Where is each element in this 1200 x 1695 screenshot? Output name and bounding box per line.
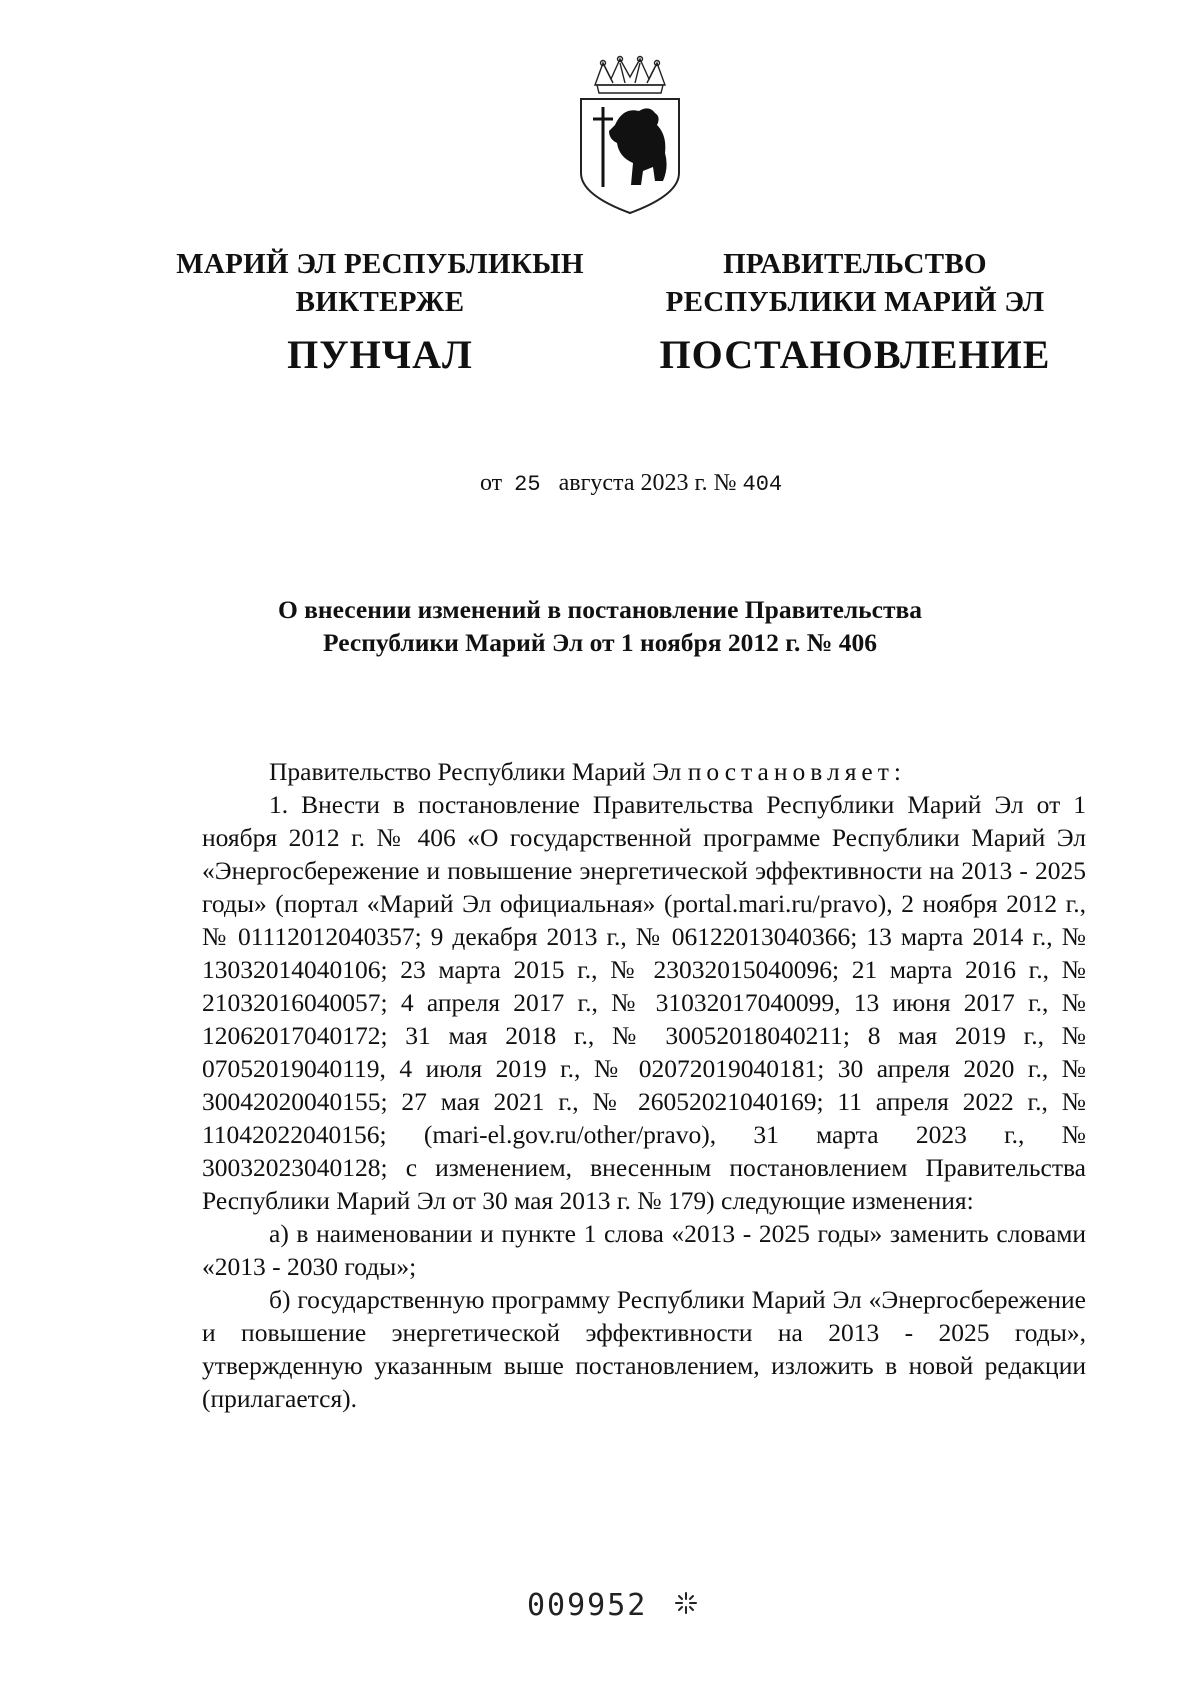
- intro-paragraph: [202, 755, 1086, 788]
- document-body: [202, 755, 1086, 1415]
- intro-resolves: постановляет:: [687, 757, 906, 786]
- header-mari-title: ПУНЧАЛ: [287, 332, 473, 377]
- intro-lead: Правительство Республики Марий Эл: [269, 757, 688, 786]
- decree-number: 404: [742, 472, 783, 497]
- date-line: [480, 470, 782, 497]
- header-russian-title: ПОСТАНОВЛЕНИЕ: [659, 332, 1051, 377]
- item-a-paragraph: а) в наименовании и пункте 1 слова «2013 - 2025 годы» заменить словами «2013 - 2030 годы»;: [202, 1219, 1086, 1281]
- asterisk-mark-icon: [673, 1590, 699, 1616]
- document-title-line-1: О внесении изменений в постановление Правительства: [277, 595, 923, 624]
- registration-number: 009952: [527, 1588, 648, 1623]
- header-mari-line-2: ВИКТЕРЖЕ: [295, 286, 465, 318]
- coat-of-arms-icon: [565, 55, 695, 220]
- header-mari-column: [160, 245, 600, 379]
- item-b-paragraph: б) государственную программу Республики Марий Эл «Энергосбережение и повышение энергетической эффективности на 2013 - 2025 годы», утвержденную указанным выше постановлением, изложить в новой редакции (прилагается).: [202, 1285, 1086, 1413]
- date-day: 25: [514, 472, 541, 497]
- document-title: [200, 593, 1000, 659]
- date-prefix: от: [480, 470, 503, 496]
- document-title-line-2: Республики Марий Эл от 1 ноября 2012 г. № 406: [323, 628, 877, 657]
- item-1-paragraph: 1. Внести в постановление Правительства Республики Марий Эл от 1 ноября 2012 г. № 406 «О государственной программе Республики Марий Эл «Энергосбережение и повышение энергетической эффективности на 2013 - 2025 годы» (портал «Марий Эл официальная» (portal.mari.ru/pravo), 2 ноября 2012 г., № 01112012040357; 9 декабря 2013 г., № 06122013040366; 13 марта 2014 г., № 13032014040106; 23 марта 2015 г., № 23032015040096; 21 марта 2016 г., № 21032016040057; 4 апреля 2017 г., № 31032017040099, 13 июня 2017 г., № 12062017040172; 31 мая 2018 г., № 30052018040211; 8 мая 2019 г., № 07052019040119, 4 июля 2019 г., № 02072019040181; 30 апреля 2020 г., № 30042020040155; 27 мая 2021 г., № 26052021040169; 11 апреля 2022 г., № 11042022040156; (mari-el.gov.ru/other/pravo), 31 марта 2023 г., № 30032023040128; с изменением, внесенным постановлением Правительства Республики Марий Эл от 30 мая 2013 г. № 179) следующие изменения:: [202, 790, 1086, 1215]
- header-russian-line-2: РЕСПУБЛИКИ МАРИЙ ЭЛ: [665, 286, 1045, 318]
- date-month-year: августа 2023 г. №: [558, 470, 737, 496]
- header-mari-line-1: МАРИЙ ЭЛ РЕСПУБЛИКЫН: [176, 248, 584, 280]
- header-russian-column: [640, 245, 1070, 379]
- header-russian-line-1: ПРАВИТЕЛЬСТВО: [723, 248, 987, 280]
